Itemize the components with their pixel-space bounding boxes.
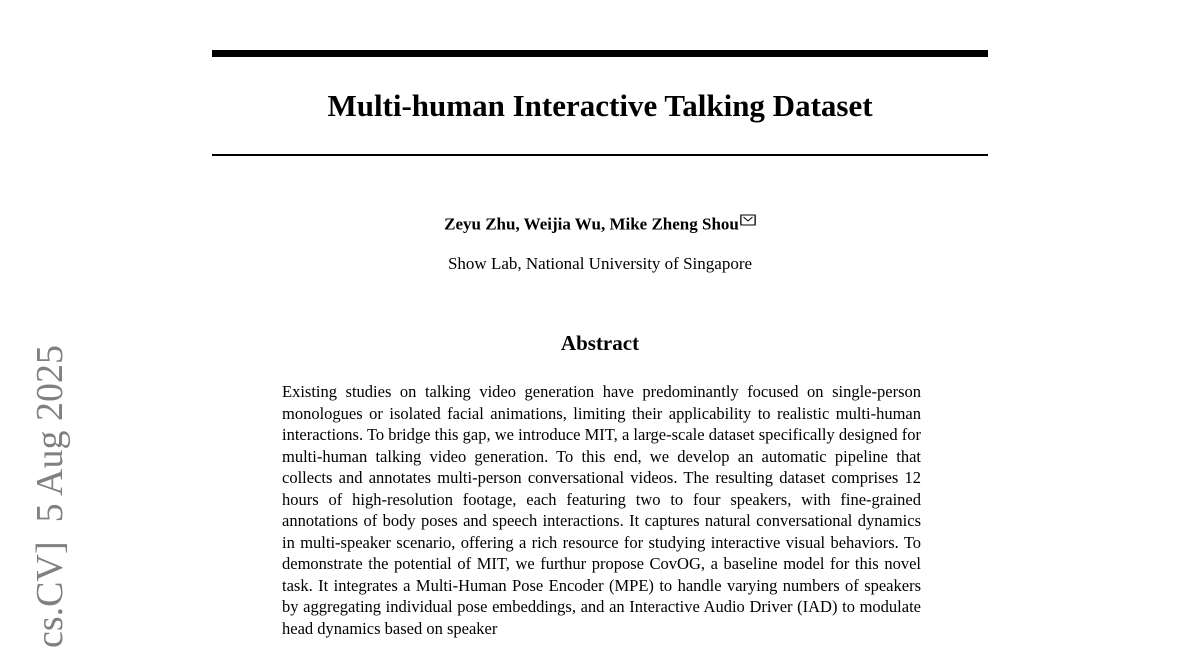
paper-title: Multi-human Interactive Talking Dataset [327,88,873,123]
abstract-heading: Abstract [560,331,640,355]
title-top-rule [212,50,988,57]
envelope-icon [740,208,756,232]
author-names: Zeyu Zhu, Weijia Wu, Mike Zheng Shou [444,214,739,234]
affiliation: Show Lab, National University of Singapore [447,254,753,273]
author-list [212,208,988,237]
title-bottom-rule [212,154,988,156]
arxiv-sidebar-stamp: cs.CV] 5 Aug 2025 [29,345,71,648]
abstract-body: Existing studies on talking video generation have predominantly focused on single-person monologues or isolated facial animations, limiting their applicability to realistic multi-human interactions. To bridge this gap, we introduce MIT, a large-scale dataset specifically designed for multi-human talking video generation. To this end, we develop an automatic pipeline that collects and annotates multi-person conversational videos. The resulting dataset comprises 12 hours of high-resolution footage, each featuring two to four speakers, with fine-grained annotations of body poses and speech interactions. It captures natural conversational dynamics in multi-speaker scenario, offering a rich resource for studying interactive visual behaviors. To demonstrate the potential of MIT, we furthur propose CovOG, a baseline model for this novel task. It integrates a Multi-Human Pose Encoder (MPE) to handle varying numbers of speakers by aggregating individual pose embeddings, and an Interactive Audio Driver (IAD) to modulate head dynamics based on speaker [282,382,921,638]
